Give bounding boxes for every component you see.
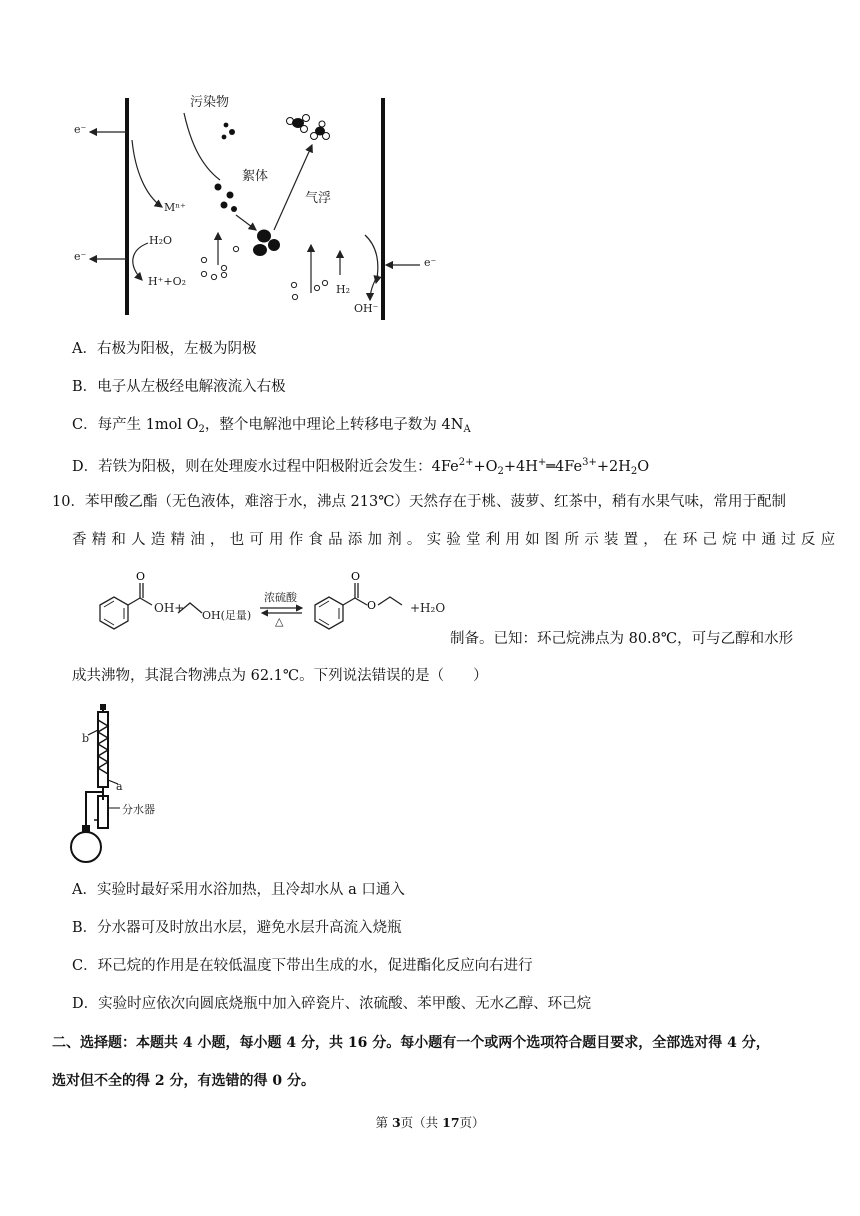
label-h2o: H₂O xyxy=(149,234,173,247)
reaction-heat: △ xyxy=(275,615,284,628)
section2-line1: 二、选择题：本题共 4 小题，每小题 4 分，共 16 分。每小题有一个或两个选项符合题目要求，全部选对得 4 分， xyxy=(52,1035,770,1051)
q10-option-d: D．实验时应依次向圆底烧瓶中加入碎瓷片、浓硫酸、苯甲酸、无水乙醇、环己烷 xyxy=(72,996,592,1012)
reaction-water: +H₂O xyxy=(410,601,446,615)
q9-option-d-sup3: 3+ xyxy=(582,457,597,468)
footer-page-number: 3 xyxy=(391,1115,401,1130)
svg-text:O: O xyxy=(351,570,361,583)
footer-prefix: 第 xyxy=(375,1115,392,1130)
label-e-left-top: e⁻ xyxy=(74,123,87,136)
round-bottom-flask xyxy=(71,832,101,862)
label-oh: OH⁻ xyxy=(354,302,379,315)
q9-option-d-sup2: + xyxy=(537,457,547,468)
q10-option-b: B．分水器可及时放出水层，避免水层升高流入烧瓶 xyxy=(72,920,402,936)
label-floc: 絮体 xyxy=(242,169,269,184)
reaction-alcohol: OH(足量) xyxy=(202,609,252,622)
q9-option-d-end: O xyxy=(637,459,650,475)
label-float: 气浮 xyxy=(305,191,332,206)
electrolysis-diagram xyxy=(60,85,480,325)
svg-text:O: O xyxy=(367,599,377,612)
q10-line4: 成共沸物，其混合物沸点为 62.1℃。下列说法错误的是（ ） xyxy=(72,668,488,684)
q10-option-a: A．实验时最好采用水浴加热，且冷却水从 a 口通入 xyxy=(72,882,405,898)
q9-option-c-sub2: A xyxy=(463,424,471,435)
section2-line2: 选对但不全的得 2 分，有选错的得 0 分。 xyxy=(52,1073,315,1089)
apparatus-svg xyxy=(70,700,190,865)
reaction-scheme xyxy=(70,565,446,645)
q9-option-b: B．电子从左极经电解液流入右极 xyxy=(72,379,286,395)
footer-mid: 页（共 xyxy=(400,1115,443,1130)
label-pollutant: 污染物 xyxy=(190,95,230,110)
reaction-catalyst: 浓硫酸 xyxy=(264,591,297,604)
label-h2: H₂ xyxy=(336,283,351,296)
reaction-scheme-svg xyxy=(70,565,440,645)
q9-option-a: A．右极为阳极，左极为阴极 xyxy=(72,341,257,357)
q9-option-c xyxy=(72,415,471,440)
apparatus-diagram xyxy=(70,700,190,865)
apparatus-label-separator: 分水器 xyxy=(122,803,155,816)
apparatus-label-a: a xyxy=(116,780,123,793)
footer-total-pages: 17 xyxy=(442,1115,460,1130)
q10-option-c: C．环己烷的作用是在较低温度下带出生成的水，促进酯化反应向右进行 xyxy=(72,958,533,974)
q9-option-d-pre: D．若铁为阳极，则在处理废水过程中阳极附近会发生：4Fe xyxy=(72,459,459,475)
q9-option-d-sub1: 2 xyxy=(497,466,504,477)
label-h-o2: H⁺+O₂ xyxy=(148,275,187,288)
q9-option-d-mid2: +4H xyxy=(503,459,538,475)
q10-line3-tail: 制备。已知：环己烷沸点为 80.8℃，可与乙醇和水形 xyxy=(450,631,794,647)
water-separator xyxy=(98,796,108,828)
q9-option-d-sub2: 2 xyxy=(630,466,638,477)
q9-option-d-mid1: +O xyxy=(473,459,498,475)
q9-option-d-mid4: +2H xyxy=(596,459,631,475)
q10-line2: 香精和人造精油，也可用作食品添加剂。实验堂利用如图所示装置，在环己烷中通过反应 xyxy=(72,532,841,548)
q9-option-c-pre: C．每产生 1mol O xyxy=(72,417,199,433)
svg-text:O: O xyxy=(136,570,146,583)
q9-option-d xyxy=(72,453,649,482)
page-footer xyxy=(0,1113,860,1131)
apparatus-label-b: b xyxy=(82,732,90,745)
label-e-right: e⁻ xyxy=(424,256,437,269)
label-e-left-bottom: e⁻ xyxy=(74,250,87,263)
electrolysis-diagram-svg xyxy=(60,85,480,325)
q9-option-d-sup1: 2+ xyxy=(458,457,474,468)
label-metal-ion: Mⁿ⁺ xyxy=(164,201,186,214)
q9-option-d-mid3: ═4Fe xyxy=(546,459,583,475)
q10-line1: 10．苯甲酸乙酯（无色液体，难溶于水，沸点 213℃）天然存在于桃、菠萝、红茶中，稍有水果气味，常用于配制 xyxy=(52,494,786,510)
q9-option-c-sub1: 2 xyxy=(198,424,205,435)
footer-suffix: 页） xyxy=(459,1115,485,1130)
q9-option-c-mid: ，整个电解池中理论上转移电子数为 4N xyxy=(204,417,464,433)
reaction-oh-plus: OH+ xyxy=(154,601,185,615)
